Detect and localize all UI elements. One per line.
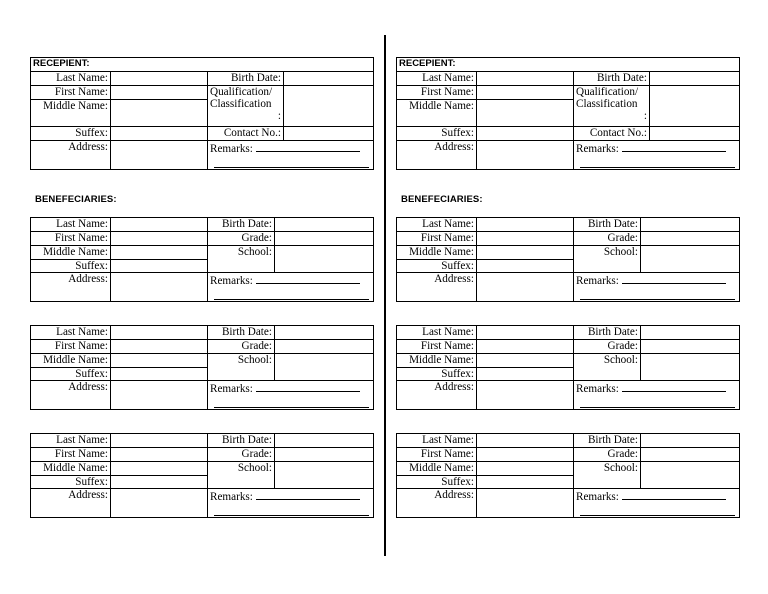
beneficiary-table (396, 217, 740, 302)
first-name-label: First Name: (31, 232, 111, 246)
remarks-line[interactable] (256, 489, 360, 500)
remarks-line-2[interactable] (214, 503, 369, 516)
school-label: School: (574, 462, 641, 489)
birth-date-label: Birth Date: (208, 434, 275, 448)
remarks-label: Remarks: (210, 143, 253, 155)
contact-no-field[interactable] (650, 127, 740, 141)
last-name-label: Last Name: (31, 326, 111, 340)
middle-name-field[interactable] (111, 100, 208, 127)
remarks-cell (208, 141, 374, 170)
first-name-field[interactable] (477, 340, 574, 354)
address-label: Address: (31, 273, 111, 302)
form-column-left (30, 0, 373, 594)
last-name-field[interactable] (477, 434, 574, 448)
first-name-field[interactable] (111, 448, 208, 462)
school-label: School: (208, 462, 275, 489)
middle-name-label: Middle Name: (31, 246, 111, 260)
grade-field[interactable] (275, 232, 374, 246)
first-name-label: First Name: (397, 86, 477, 100)
last-name-field[interactable] (477, 218, 574, 232)
first-name-label: First Name: (397, 448, 477, 462)
recipient-table (396, 57, 740, 170)
remarks-label: Remarks: (576, 143, 619, 155)
middle-name-field[interactable] (477, 354, 574, 368)
address-field[interactable] (477, 141, 574, 170)
remarks-line-2[interactable] (580, 395, 735, 408)
contact-no-field[interactable] (284, 127, 374, 141)
middle-name-field[interactable] (477, 246, 574, 260)
middle-name-label: Middle Name: (397, 354, 477, 368)
remarks-line[interactable] (622, 489, 726, 500)
grade-label: Grade: (574, 448, 641, 462)
address-label: Address: (31, 141, 111, 170)
school-label: School: (574, 246, 641, 273)
beneficiary-table (30, 325, 374, 410)
remarks-cell (574, 489, 740, 518)
address-field[interactable] (111, 489, 208, 518)
qualification-text: Qualification/ (210, 86, 273, 98)
suffix-field[interactable] (477, 127, 574, 141)
birth-date-label: Birth Date: (574, 326, 641, 340)
school-field[interactable] (641, 246, 740, 273)
middle-name-label: Middle Name: (397, 100, 477, 127)
last-name-label: Last Name: (31, 72, 111, 86)
beneficiaries-heading: BENEFECIARIES: (401, 194, 483, 205)
remarks-line-2[interactable] (580, 155, 735, 168)
beneficiary-table (396, 325, 740, 410)
school-field[interactable] (641, 462, 740, 489)
suffix-field[interactable] (111, 127, 208, 141)
suffix-label: Suffex: (397, 260, 477, 273)
birth-date-label: Birth Date: (208, 326, 275, 340)
last-name-label: Last Name: (397, 218, 477, 232)
first-name-label: First Name: (397, 340, 477, 354)
qualification-label (208, 86, 284, 127)
middle-name-field[interactable] (111, 354, 208, 368)
grade-field[interactable] (641, 340, 740, 354)
last-name-field[interactable] (111, 218, 208, 232)
contact-no-label: Contact No.: (208, 127, 284, 141)
suffix-label: Suffex: (397, 127, 477, 141)
beneficiary-table (396, 433, 740, 518)
suffix-field[interactable] (477, 260, 574, 273)
suffix-label: Suffex: (397, 476, 477, 489)
remarks-line-2[interactable] (214, 287, 369, 300)
school-field[interactable] (275, 462, 374, 489)
last-name-field[interactable] (111, 72, 208, 86)
remarks-line[interactable] (622, 141, 726, 152)
last-name-label: Last Name: (397, 72, 477, 86)
remarks-label: Remarks: (576, 491, 619, 503)
first-name-field[interactable] (477, 86, 574, 100)
birth-date-field[interactable] (275, 326, 374, 340)
grade-field[interactable] (275, 340, 374, 354)
address-label: Address: (397, 489, 477, 518)
address-label: Address: (397, 381, 477, 410)
grade-field[interactable] (641, 448, 740, 462)
middle-name-label: Middle Name: (397, 246, 477, 260)
address-label: Address: (397, 273, 477, 302)
remarks-cell (574, 381, 740, 410)
qualification-text: Qualification/ (576, 86, 639, 98)
grade-label: Grade: (208, 448, 275, 462)
birth-date-label: Birth Date: (574, 72, 650, 86)
school-field[interactable] (275, 246, 374, 273)
suffix-label: Suffex: (31, 127, 111, 141)
qualification-colon: : (643, 110, 647, 122)
qualification-field[interactable] (650, 86, 740, 127)
remarks-label: Remarks: (210, 491, 253, 503)
school-field[interactable] (275, 354, 374, 381)
contact-no-label: Contact No.: (574, 127, 650, 141)
remarks-line-2[interactable] (580, 287, 735, 300)
remarks-line[interactable] (256, 381, 360, 392)
middle-name-field[interactable] (111, 246, 208, 260)
grade-label: Grade: (208, 232, 275, 246)
remarks-line[interactable] (256, 141, 360, 152)
middle-name-label: Middle Name: (31, 354, 111, 368)
suffix-label: Suffex: (31, 260, 111, 273)
remarks-line-2[interactable] (214, 155, 369, 168)
form-column-right (396, 0, 739, 594)
suffix-label: Suffex: (31, 368, 111, 381)
first-name-field[interactable] (477, 232, 574, 246)
qualification-colon: : (277, 110, 281, 122)
last-name-label: Last Name: (397, 434, 477, 448)
last-name-label: Last Name: (397, 326, 477, 340)
grade-field[interactable] (275, 448, 374, 462)
middle-name-field[interactable] (477, 462, 574, 476)
last-name-field[interactable] (477, 326, 574, 340)
suffix-label: Suffex: (31, 476, 111, 489)
birth-date-label: Birth Date: (208, 72, 284, 86)
birth-date-field[interactable] (284, 72, 374, 86)
address-field[interactable] (111, 381, 208, 410)
beneficiary-table (30, 433, 374, 518)
first-name-label: First Name: (397, 232, 477, 246)
recipient-table (30, 57, 374, 170)
remarks-line[interactable] (256, 273, 360, 284)
last-name-field[interactable] (477, 72, 574, 86)
suffix-field[interactable] (477, 476, 574, 489)
birth-date-label: Birth Date: (574, 434, 641, 448)
birth-date-field[interactable] (650, 72, 740, 86)
address-label: Address: (31, 381, 111, 410)
address-label: Address: (397, 141, 477, 170)
remarks-line[interactable] (622, 381, 726, 392)
first-name-label: First Name: (31, 86, 111, 100)
address-field[interactable] (477, 489, 574, 518)
remarks-line-2[interactable] (580, 503, 735, 516)
suffix-field[interactable] (111, 476, 208, 489)
remarks-line[interactable] (622, 273, 726, 284)
first-name-field[interactable] (477, 448, 574, 462)
grade-label: Grade: (574, 340, 641, 354)
recipient-heading: RECEPIENT: (397, 58, 740, 72)
qualification-field[interactable] (284, 86, 374, 127)
first-name-label: First Name: (31, 448, 111, 462)
remarks-label: Remarks: (576, 275, 619, 287)
grade-field[interactable] (641, 232, 740, 246)
address-field[interactable] (111, 141, 208, 170)
remarks-label: Remarks: (210, 275, 253, 287)
birth-date-field[interactable] (641, 326, 740, 340)
middle-name-label: Middle Name: (397, 462, 477, 476)
address-field[interactable] (477, 273, 574, 302)
qualification-label (574, 86, 650, 127)
remarks-line-2[interactable] (214, 395, 369, 408)
last-name-field[interactable] (111, 326, 208, 340)
suffix-field[interactable] (111, 260, 208, 273)
suffix-field[interactable] (111, 368, 208, 381)
beneficiary-table (30, 217, 374, 302)
page-divider (384, 35, 386, 556)
classification-text: Classification (210, 98, 272, 110)
last-name-field[interactable] (111, 434, 208, 448)
birth-date-field[interactable] (641, 218, 740, 232)
school-label: School: (208, 246, 275, 273)
address-label: Address: (31, 489, 111, 518)
grade-label: Grade: (208, 340, 275, 354)
classification-text: Classification (576, 98, 638, 110)
remarks-cell (208, 381, 374, 410)
middle-name-field[interactable] (477, 100, 574, 127)
birth-date-field[interactable] (275, 218, 374, 232)
first-name-label: First Name: (31, 340, 111, 354)
last-name-label: Last Name: (31, 218, 111, 232)
school-label: School: (208, 354, 275, 381)
remarks-label: Remarks: (576, 383, 619, 395)
birth-date-field[interactable] (641, 434, 740, 448)
birth-date-label: Birth Date: (574, 218, 641, 232)
first-name-field[interactable] (111, 232, 208, 246)
first-name-field[interactable] (111, 86, 208, 100)
school-label: School: (574, 354, 641, 381)
birth-date-field[interactable] (275, 434, 374, 448)
remarks-cell (208, 273, 374, 302)
remarks-cell (574, 273, 740, 302)
school-field[interactable] (641, 354, 740, 381)
middle-name-field[interactable] (111, 462, 208, 476)
address-field[interactable] (111, 273, 208, 302)
remarks-label: Remarks: (210, 383, 253, 395)
suffix-field[interactable] (477, 368, 574, 381)
middle-name-label: Middle Name: (31, 462, 111, 476)
birth-date-label: Birth Date: (208, 218, 275, 232)
grade-label: Grade: (574, 232, 641, 246)
recipient-heading: RECEPIENT: (31, 58, 374, 72)
remarks-cell (574, 141, 740, 170)
beneficiaries-heading: BENEFECIARIES: (35, 194, 117, 205)
last-name-label: Last Name: (31, 434, 111, 448)
first-name-field[interactable] (111, 340, 208, 354)
suffix-label: Suffex: (397, 368, 477, 381)
remarks-cell (208, 489, 374, 518)
address-field[interactable] (477, 381, 574, 410)
middle-name-label: Middle Name: (31, 100, 111, 127)
